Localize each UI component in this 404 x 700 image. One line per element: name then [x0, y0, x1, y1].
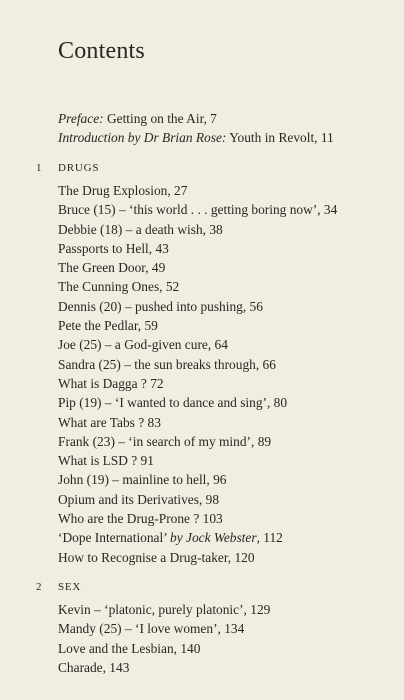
toc-entry: Who are the Drug-Prone ? 103: [58, 511, 223, 527]
toc-entry: What is Dagga ? 72: [58, 375, 164, 391]
toc-entry: What are Tabs ? 83: [58, 414, 161, 430]
front-matter-text: Getting on the Air, 7: [103, 111, 217, 126]
toc-entry: Love and the Lesbian, 140: [58, 640, 201, 656]
toc-entry: Kevin – ‘platonic, purely platonic’, 129: [58, 601, 271, 617]
toc-entry: Pete the Pedlar, 59: [58, 318, 158, 334]
front-matter-label: Preface:: [58, 111, 104, 126]
toc-entry: The Drug Explosion, 27: [58, 183, 188, 198]
front-matter-label: Introduction by Dr Brian Rose:: [58, 130, 227, 145]
toc-entry: John (19) – mainline to hell, 96: [58, 472, 227, 488]
front-matter-text: Youth in Revolt, 11: [226, 130, 334, 145]
section-name: DRUGS: [58, 162, 100, 174]
toc-entry: Opium and its Derivatives, 98: [58, 491, 220, 507]
section-heading: [36, 162, 384, 174]
toc-entry: Passports to Hell, 43: [58, 240, 169, 256]
section-drugs: [36, 162, 384, 567]
toc-entry: The Cunning Ones, 52: [58, 279, 180, 295]
toc-entry-dope-international: [58, 528, 384, 547]
toc-entry: Debbie (18) – a death wish, 38: [58, 221, 223, 237]
section-sex: [36, 580, 384, 677]
toc-entry: What is LSD ? 91: [58, 453, 154, 469]
toc-entry: The Green Door, 49: [58, 260, 166, 276]
toc-entry: Dennis (20) – pushed into pushing, 56: [58, 298, 263, 314]
section-number: 2: [36, 580, 43, 593]
toc-entry: Frank (23) – ‘in search of my mind’, 89: [58, 433, 272, 449]
entry-page: , 112: [256, 530, 283, 546]
toc-entry: Sandra (25) – the sun breaks through, 66: [58, 356, 276, 372]
section-heading: [36, 581, 384, 593]
toc-entry: Joe (25) – a God-given cure, 64: [58, 337, 228, 353]
toc-entry: Charade, 143: [58, 659, 130, 675]
toc-entry: Bruce (15) – ‘this world . . . getting boring now’, 34: [58, 202, 338, 218]
front-matter-item-introduction: [58, 128, 384, 147]
entry-title: ‘Dope International’: [58, 530, 171, 546]
section-number: 1: [36, 162, 43, 174]
front-matter-item-preface: [58, 109, 384, 128]
page-title: Contents: [58, 38, 145, 64]
toc-entry: Pip (19) – ‘I wanted to dance and sing’, 80: [58, 395, 288, 411]
toc-entry: How to Recognise a Drug-taker, 120: [58, 549, 255, 565]
section-name: SEX: [58, 580, 82, 593]
entry-author: by Jock Webster: [170, 530, 257, 546]
toc-entry: Mandy (25) – ‘I love women’, 134: [58, 621, 245, 637]
front-matter: [58, 109, 384, 147]
